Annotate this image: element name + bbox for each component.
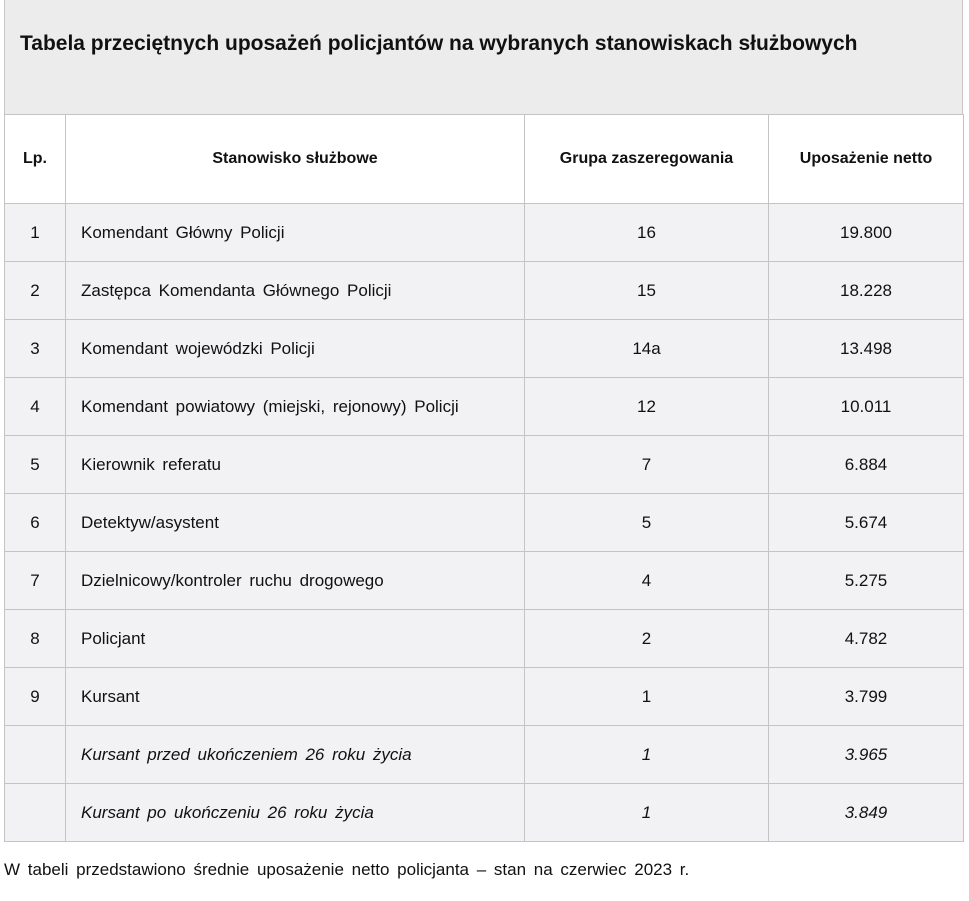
cell-position: Policjant	[66, 610, 525, 668]
cell-salary: 18.228	[769, 262, 964, 320]
cell-lp	[5, 784, 66, 842]
column-header-group: Grupa zaszeregowania	[525, 115, 769, 204]
table-title-bar	[4, 0, 963, 114]
cell-position: Kursant przed ukończeniem 26 roku życia	[66, 726, 525, 784]
table-title: Tabela przeciętnych uposażeń policjantów na wybranych stanowiskach służbowych	[20, 32, 858, 55]
cell-salary: 19.800	[769, 204, 964, 262]
table-row	[5, 378, 964, 436]
cell-position: Kierownik referatu	[66, 436, 525, 494]
cell-lp: 4	[5, 378, 66, 436]
cell-lp: 8	[5, 610, 66, 668]
cell-position: Komendant wojewódzki Policji	[66, 320, 525, 378]
cell-group: 16	[525, 204, 769, 262]
column-header-position: Stanowisko służbowe	[66, 115, 525, 204]
cell-group: 5	[525, 494, 769, 552]
cell-group: 15	[525, 262, 769, 320]
cell-group: 1	[525, 726, 769, 784]
cell-lp: 3	[5, 320, 66, 378]
cell-salary: 5.275	[769, 552, 964, 610]
column-header-salary: Uposażenie netto	[769, 115, 964, 204]
table-body	[5, 204, 964, 842]
cell-salary: 13.498	[769, 320, 964, 378]
cell-group: 2	[525, 610, 769, 668]
cell-group: 12	[525, 378, 769, 436]
cell-group: 14a	[525, 320, 769, 378]
cell-salary: 3.849	[769, 784, 964, 842]
table-row-subitem	[5, 726, 964, 784]
cell-lp	[5, 726, 66, 784]
table-footnote: W tabeli przedstawiono średnie uposażenie netto policjanta – stan na czerwiec 2023 r.	[4, 860, 690, 879]
cell-position: Komendant Główny Policji	[66, 204, 525, 262]
table-row	[5, 610, 964, 668]
table-row-subitem	[5, 784, 964, 842]
table-row	[5, 552, 964, 610]
salary-table	[4, 114, 964, 842]
cell-position: Komendant powiatowy (miejski, rejonowy) Policji	[66, 378, 525, 436]
cell-group: 1	[525, 784, 769, 842]
column-header-lp: Lp.	[5, 115, 66, 204]
table-row	[5, 320, 964, 378]
cell-salary: 6.884	[769, 436, 964, 494]
cell-position: Kursant	[66, 668, 525, 726]
table-row	[5, 668, 964, 726]
cell-lp: 1	[5, 204, 66, 262]
cell-position: Zastępca Komendanta Głównego Policji	[66, 262, 525, 320]
cell-salary: 10.011	[769, 378, 964, 436]
table-row	[5, 262, 964, 320]
salary-table-container	[4, 0, 963, 842]
cell-lp: 6	[5, 494, 66, 552]
cell-salary: 3.965	[769, 726, 964, 784]
cell-position: Kursant po ukończeniu 26 roku życia	[66, 784, 525, 842]
cell-group: 4	[525, 552, 769, 610]
cell-salary: 3.799	[769, 668, 964, 726]
cell-lp: 9	[5, 668, 66, 726]
cell-salary: 4.782	[769, 610, 964, 668]
cell-lp: 7	[5, 552, 66, 610]
table-row	[5, 494, 964, 552]
cell-group: 7	[525, 436, 769, 494]
table-row	[5, 436, 964, 494]
cell-group: 1	[525, 668, 769, 726]
cell-position: Detektyw/asystent	[66, 494, 525, 552]
table-row	[5, 204, 964, 262]
cell-lp: 5	[5, 436, 66, 494]
table-header-row	[5, 115, 964, 204]
cell-salary: 5.674	[769, 494, 964, 552]
cell-position: Dzielnicowy/kontroler ruchu drogowego	[66, 552, 525, 610]
cell-lp: 2	[5, 262, 66, 320]
